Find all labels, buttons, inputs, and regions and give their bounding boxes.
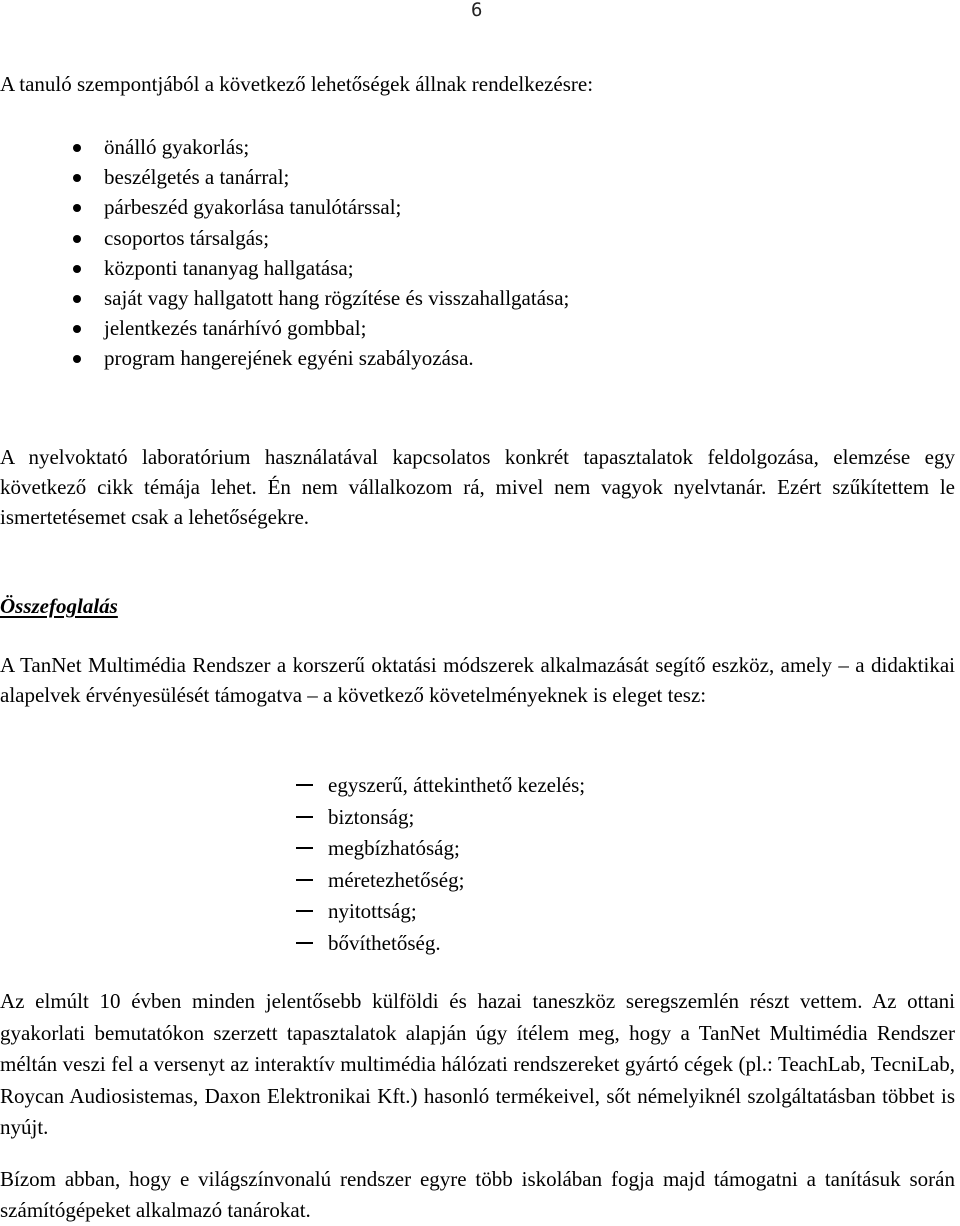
bullet-icon [73, 265, 81, 273]
exhibitions-paragraph: Az elmúlt 10 évben minden jelentősebb külföldi és hazai taneszköz seregszemlén részt vettem. Az ottani gyakorlati bemutatókon szerzett tapasztalatok alapján úgy ítélem meg, hogy a TanNet Multimédia Rendszer méltán veszi fel a versenyt az interaktív multimédia hálózati rendszereket gyártó cégek (pl.: TeachLab, TecniLab, Roycan Audiosistemas, Daxon Elektronikai Kft.) hasonló termékeivel, sőt némelyiknél szolgáltatásban többet is nyújt. [0, 989, 955, 1140]
list-item-text: saját vagy hallgatott hang rögzítése és visszahallgatása; [104, 285, 570, 310]
list-item-text: egyszerű, áttekinthető kezelés; [328, 773, 586, 797]
dash-icon [296, 910, 313, 912]
list-item [0, 833, 585, 865]
bullet-icon [73, 325, 81, 333]
list-item-text: csoportos társalgás; [104, 225, 270, 250]
list-item [0, 802, 585, 834]
bullet-icon [73, 235, 81, 243]
list-item [0, 283, 569, 313]
summary-paragraph: A TanNet Multimédia Rendszer a korszerű oktatási módszerek alkalmazását segítő eszköz, amely – a didaktikai alapelvek érvényesülését támogatva – a következő követelményeknek is eleget tesz: [0, 653, 955, 707]
list-item [0, 770, 585, 802]
list-item-text: biztonság; [328, 804, 415, 829]
list-item [0, 343, 569, 373]
list-item-text: beszélgetés a tanárral; [104, 165, 290, 190]
bullet-icon [73, 174, 81, 182]
list-item [0, 865, 585, 897]
bullet-icon [73, 355, 81, 363]
list-item [0, 928, 585, 960]
list-item-text: párbeszéd gyakorlása tanulótárssal; [104, 195, 402, 220]
list-item [0, 192, 569, 222]
dash-icon [296, 879, 313, 881]
list-item [0, 223, 569, 253]
list-item [0, 313, 569, 343]
list-item-text: nyitottság; [328, 899, 417, 924]
list-item [0, 162, 569, 192]
list-item-text: bővíthetőség. [328, 930, 441, 955]
bullet-icon [73, 204, 81, 212]
list-item-text: program hangerejének egyéni szabályozása. [104, 346, 474, 371]
list-item-text: méretezhetőség; [328, 867, 465, 892]
list-item [0, 896, 585, 928]
summary-heading: Összefoglalás [0, 594, 118, 618]
intro-paragraph: A tanuló szempontjából a következő lehetőségek állnak rendelkezésre: [0, 72, 594, 96]
dash-icon [296, 816, 313, 818]
requirements-list [0, 770, 585, 960]
bullet-icon [73, 295, 81, 303]
dash-icon [296, 784, 313, 786]
list-item-text: jelentkezés tanárhívó gombbal; [104, 316, 367, 341]
list-item-text: központi tananyag hallgatása; [104, 255, 354, 280]
list-item-text: önálló gyakorlás; [104, 135, 250, 159]
list-item [0, 253, 569, 283]
page-number: 6 [471, 0, 483, 21]
lab-paragraph: A nyelvoktató laboratórium használatával kapcsolatos konkrét tapasztalatok feldolgozása, elemzése egy következő cikk témája lehet. Én nem vállalkozom rá, mivel nem vagyok nyelvtanár. Ezért szűkítettem le ismertetésemet csak a lehetőségekre. [0, 445, 955, 529]
bullet-icon [73, 144, 81, 152]
dash-icon [296, 847, 313, 849]
dash-icon [296, 942, 313, 944]
conclusion-paragraph: Bízom abban, hogy e világszínvonalú rendszer egyre több iskolában fogja majd támogatni a tanításuk során számítógépeket alkalmazó tanárokat. [0, 1167, 955, 1222]
list-item [0, 132, 569, 162]
learner-options-list [0, 132, 569, 374]
list-item-text: megbízhatóság; [328, 836, 460, 861]
